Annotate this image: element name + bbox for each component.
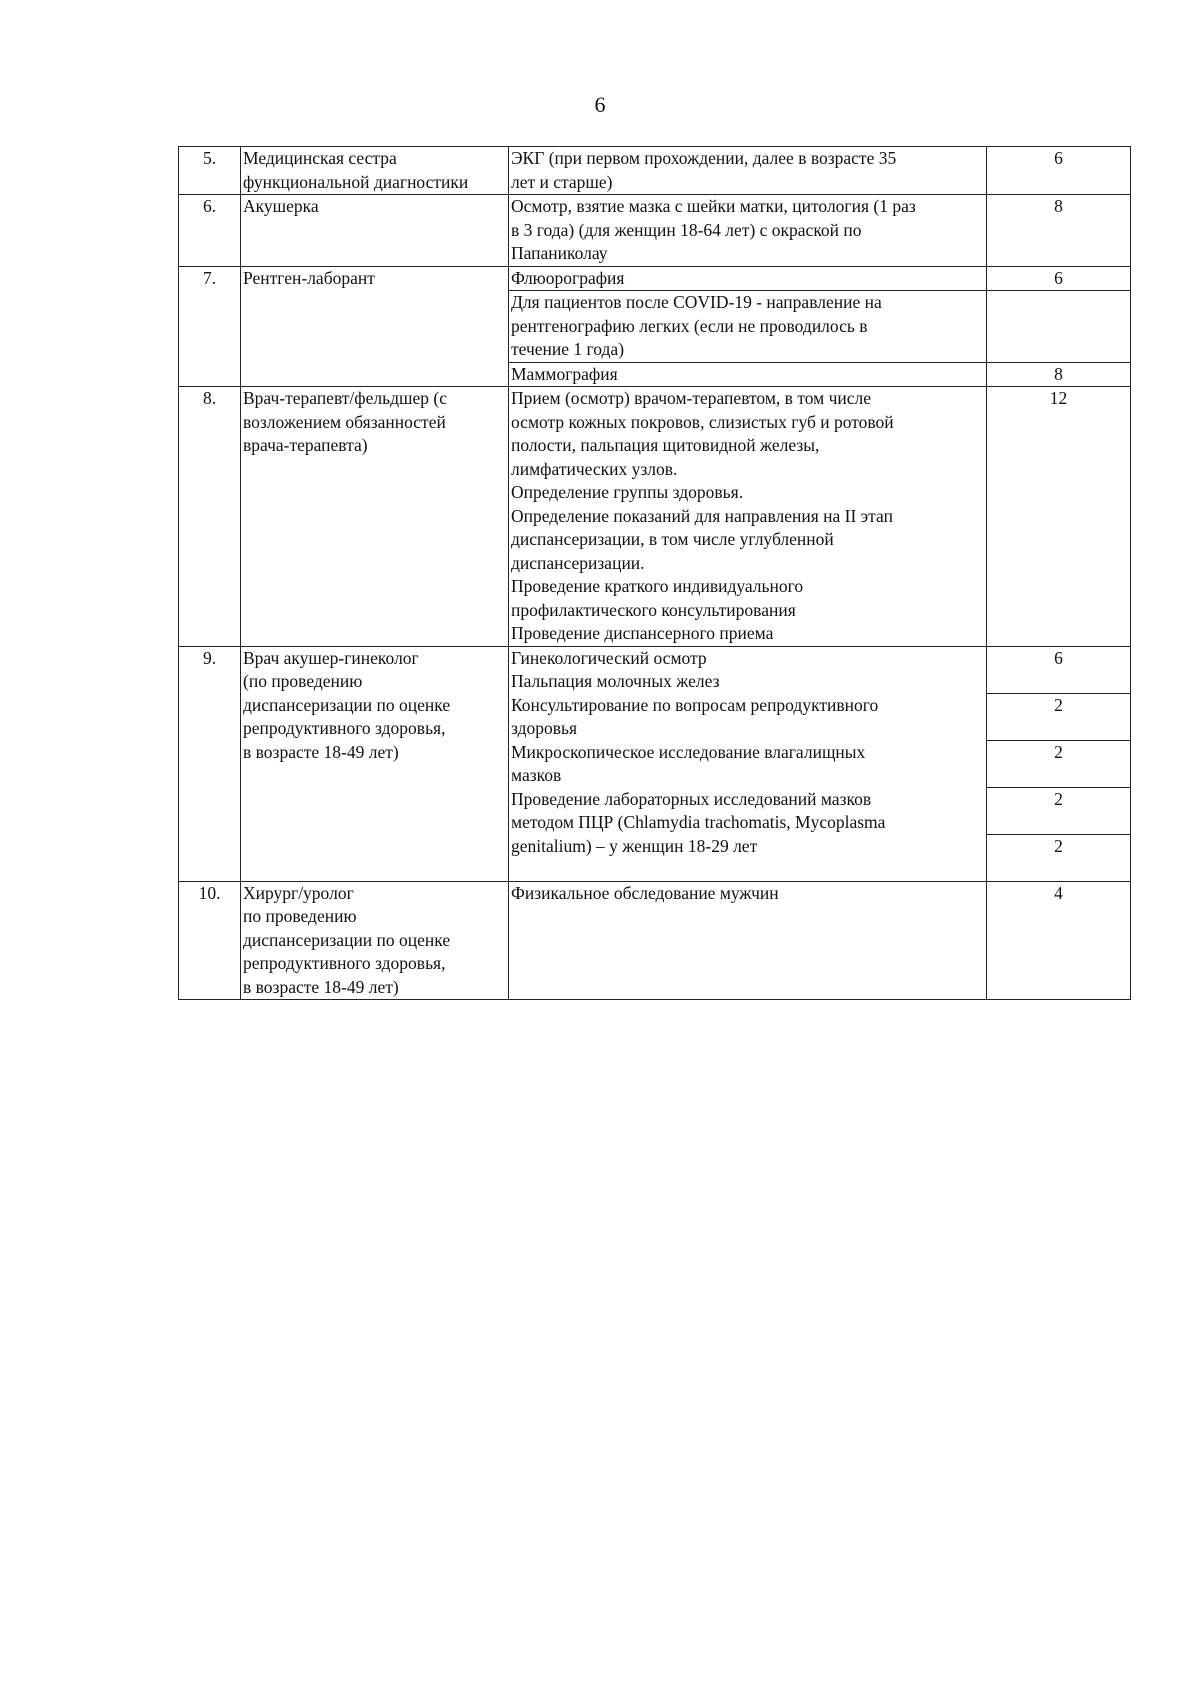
table-row — [179, 147, 1131, 195]
service-line: профилактического консультирования — [511, 599, 796, 620]
service-cell — [509, 362, 987, 387]
specialist-cell — [241, 266, 509, 387]
specialist-line: возложением обязанностей — [243, 411, 446, 432]
service-line: genitalium) – у женщин 18-29 лет — [511, 835, 758, 856]
row-number: 9. — [179, 646, 241, 881]
service-line: Определение показаний для направления на II этап — [511, 505, 893, 526]
specialist-line: Акушерка — [243, 196, 319, 216]
examination-table — [178, 146, 1131, 1000]
table-row — [179, 387, 1131, 647]
specialist-line: Хирург/уролог — [243, 882, 354, 903]
service-line: Проведение лабораторных исследований мазков — [511, 788, 872, 809]
service-line: диспансеризации, в том числе углубленной — [511, 529, 834, 549]
table-row — [179, 646, 1131, 693]
quantity-cell: 6 — [987, 266, 1131, 291]
quantity-cell: 4 — [987, 881, 1131, 1000]
service-line: в 3 года) (для женщин 18-64 лет) с окраской по — [511, 219, 862, 240]
specialist-line: (по проведению — [243, 671, 363, 691]
service-line: Осмотр, взятие мазка с шейки матки, цитология (1 раз — [511, 196, 916, 216]
service-line: Физикальное обследование мужчин — [511, 882, 779, 903]
row-number: 8. — [179, 387, 241, 647]
specialist-line: Врач-терапевт/фельдшер (с — [243, 388, 447, 408]
specialist-line: репродуктивного здоровья, — [243, 718, 446, 738]
service-line: ЭКГ (при первом прохождении, далее в возрасте 35 — [511, 148, 897, 168]
service-cell — [509, 881, 987, 1000]
quantity-cell: 2 — [987, 740, 1131, 787]
service-line: мазков — [511, 765, 562, 785]
specialist-line: в возрасте 18-49 лет) — [243, 741, 399, 762]
service-cell — [509, 291, 987, 363]
service-line: Консультирование по вопросам репродуктивного — [511, 694, 879, 715]
service-cell — [509, 147, 987, 195]
service-line: Папаниколау — [511, 243, 608, 263]
service-line: методом ПЦР (Chlamydia trachomatis, Mycoplasma — [511, 812, 886, 832]
service-line: здоровья — [511, 718, 578, 738]
service-cell — [509, 387, 987, 647]
service-line: Маммография — [511, 363, 618, 384]
service-line: Для пациентов после COVID-19 - направление на — [511, 292, 882, 312]
quantity-cell: 8 — [987, 362, 1131, 387]
specialist-line: в возрасте 18-49 лет) — [243, 976, 399, 997]
service-line: рентгенографию легких (если не проводилось в — [511, 315, 868, 336]
specialist-line: репродуктивного здоровья, — [243, 953, 446, 973]
service-line: Проведение диспансерного приема — [511, 623, 774, 643]
row-number: 5. — [179, 147, 241, 195]
service-line: полости, пальпация щитовидной железы, — [511, 435, 820, 455]
specialist-line: по проведению — [243, 906, 357, 926]
service-line: Гинекологический осмотр — [511, 647, 707, 668]
page-number: 6 — [594, 92, 606, 117]
service-cell — [509, 195, 987, 267]
quantity-cell: 8 — [987, 195, 1131, 267]
quantity-cell: 2 — [987, 787, 1131, 834]
service-line: лет и старше) — [511, 171, 613, 192]
specialist-cell — [241, 147, 509, 195]
row-number: 10. — [179, 881, 241, 1000]
table-row — [179, 266, 1131, 291]
quantity-cell: 2 — [987, 693, 1131, 740]
service-line: Флюорография — [511, 267, 625, 288]
service-line: осмотр кожных покровов, слизистых губ и ротовой — [511, 411, 894, 432]
service-line: Прием (осмотр) врачом-терапевтом, в том числе — [511, 388, 872, 408]
specialist-line: Врач акушер-гинеколог — [243, 647, 419, 668]
row-number: 7. — [179, 266, 241, 387]
specialist-line: врача-терапевта) — [243, 435, 368, 455]
service-line: Пальпация молочных желез — [511, 671, 720, 691]
service-line: течение 1 года) — [511, 339, 625, 359]
specialist-cell — [241, 195, 509, 267]
specialist-line: Медицинская сестра — [243, 148, 397, 168]
quantity-cell — [987, 291, 1131, 363]
quantity-cell: 12 — [987, 387, 1131, 647]
service-line: Определение группы здоровья. — [511, 482, 744, 502]
table-row — [179, 881, 1131, 1000]
service-line: лимфатических узлов. — [511, 458, 678, 479]
service-line: Микроскопическое исследование влагалищных — [511, 741, 866, 762]
service-cell — [509, 646, 987, 881]
row-number: 6. — [179, 195, 241, 267]
specialist-cell — [241, 881, 509, 1000]
service-line: диспансеризации. — [511, 552, 645, 573]
specialist-line: Рентген-лаборант — [243, 267, 375, 288]
specialist-cell — [241, 387, 509, 647]
quantity-cell: 2 — [987, 834, 1131, 881]
specialist-line: функциональной диагностики — [243, 171, 469, 192]
specialist-line: диспансеризации по оценке — [243, 694, 451, 715]
service-line: Проведение краткого индивидуального — [511, 576, 804, 596]
specialist-line: диспансеризации по оценке — [243, 929, 451, 950]
service-cell — [509, 266, 987, 291]
specialist-cell — [241, 646, 509, 881]
quantity-cell: 6 — [987, 147, 1131, 195]
table-row — [179, 195, 1131, 267]
quantity-cell: 6 — [987, 646, 1131, 693]
